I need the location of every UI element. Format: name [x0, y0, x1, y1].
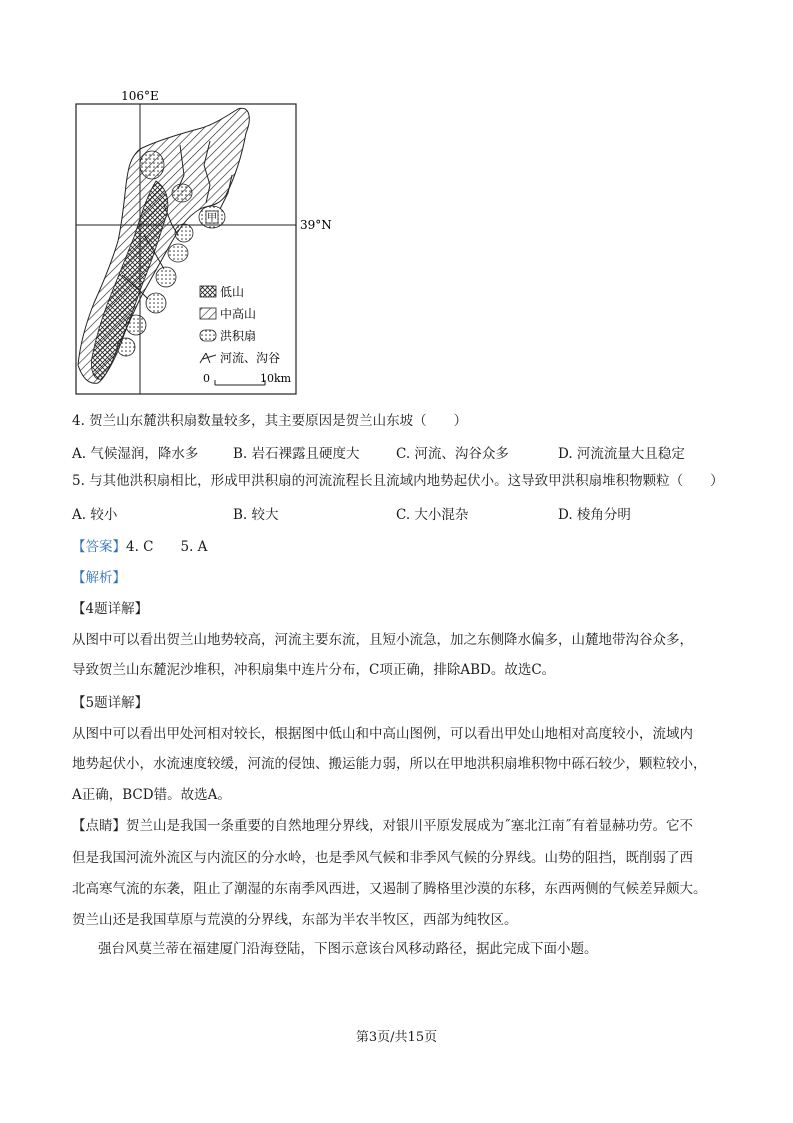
detail-4-line-2: 导致贺兰山东麓泥沙堆积，冲积扇集中连片分布，C项正确，排除ABD。故选C。 [72, 662, 556, 678]
dianjing-first: 贺兰山是我国一条重要的自然地理分界线，对银川平原发展成为˝塞北江南˝有着显赫功劳。它不 [126, 818, 693, 834]
legend-label-mid-high-mountain: 中高山 [220, 307, 257, 321]
detail-5-line-3: A正确，BCD错。故选A。 [72, 787, 231, 803]
scale-zero: 0 [203, 372, 210, 385]
dianjing-line-4: 贺兰山还是我国草原与荒漠的分界线，东部为半农半牧区，西部为纯牧区。 [72, 912, 518, 928]
legend-label-low-mountain: 低山 [220, 285, 245, 299]
latitude-label: 39°N [300, 218, 332, 232]
q5-option-d: D. 棱角分明 [558, 507, 631, 523]
question-5-stem: 5. 与其他洪积扇相比，形成甲洪积扇的河流流程长且流域内地势起伏小。这导致甲洪积扇堆积物颗粒（ ） [72, 473, 724, 489]
legend-label-river: 河流、沟谷 [220, 351, 281, 365]
answer-row [72, 535, 207, 555]
scale-length: 10km [260, 372, 292, 385]
detail-5-title: 【5题详解】 [72, 695, 149, 711]
q4-option-c: C. 河流、沟谷众多 [396, 446, 509, 462]
legend-swatch-alluvial-fan [200, 330, 216, 341]
analysis-tag: 【解析】 [72, 570, 126, 586]
q5-option-a: A. 较小 [72, 507, 118, 523]
detail-4-line-1: 从图中可以看出贺兰山地势较高，河流主要东流，且短小流急，加之东侧降水偏多，山麓地带沟谷众多， [72, 632, 693, 648]
map-figure [60, 85, 350, 400]
next-question-intro: 强台风莫兰蒂在福建厦门沿海登陆，下图示意该台风移动路径，据此完成下面小题。 [98, 941, 598, 957]
page-footer: 第3页/共15页 [355, 1030, 438, 1045]
question-4-stem: 4. 贺兰山东麓洪积扇数量较多，其主要原因是贺兰山东坡（ ） [72, 413, 468, 429]
q5-option-b: B. 较大 [233, 507, 279, 523]
longitude-label: 106°E [121, 89, 159, 103]
jia-label: 甲 [207, 213, 217, 224]
dianjing-tag: 【点睛】 [72, 818, 126, 834]
q4-option-d: D. 河流流量大且稳定 [558, 446, 685, 462]
dianjing-line-1 [72, 814, 693, 834]
legend-swatch-low-mountain [200, 286, 216, 297]
legend-swatch-mid-high-mountain [200, 308, 216, 319]
q5-option-c: C. 大小混杂 [396, 507, 469, 523]
detail-5-line-2: 地势起伏小，水流速度较缓，河流的侵蚀、搬运能力弱，所以在甲地洪积扇堆积物中砾石较少，颗粒较小， [72, 756, 707, 772]
legend-label-alluvial-fan: 洪积扇 [220, 329, 257, 343]
answer-text: 4. C 5. A [126, 539, 208, 555]
dianjing-line-2: 但是我国河流外流区与内流区的分水岭，也是季风气候和非季风气候的分界线。山势的阻挡，既削弱了西 [72, 850, 693, 866]
q4-option-a: A. 气候湿润，降水多 [72, 446, 199, 462]
dianjing-line-3: 北高寒气流的东袭，阻止了潮湿的东南季风西进，又遏制了腾格里沙漠的东移，东西两侧的气候差异颇大。 [72, 881, 707, 897]
detail-5-line-1: 从图中可以看出甲处河相对较长，根据图中低山和中高山图例，可以看出甲处山地相对高度较小，流域内 [72, 726, 693, 742]
q4-option-b: B. 岩石裸露且硬度大 [233, 446, 360, 462]
detail-4-title: 【4题详解】 [72, 601, 149, 617]
answer-tag: 【答案】 [72, 539, 126, 555]
helan-mountain-map [60, 85, 350, 400]
